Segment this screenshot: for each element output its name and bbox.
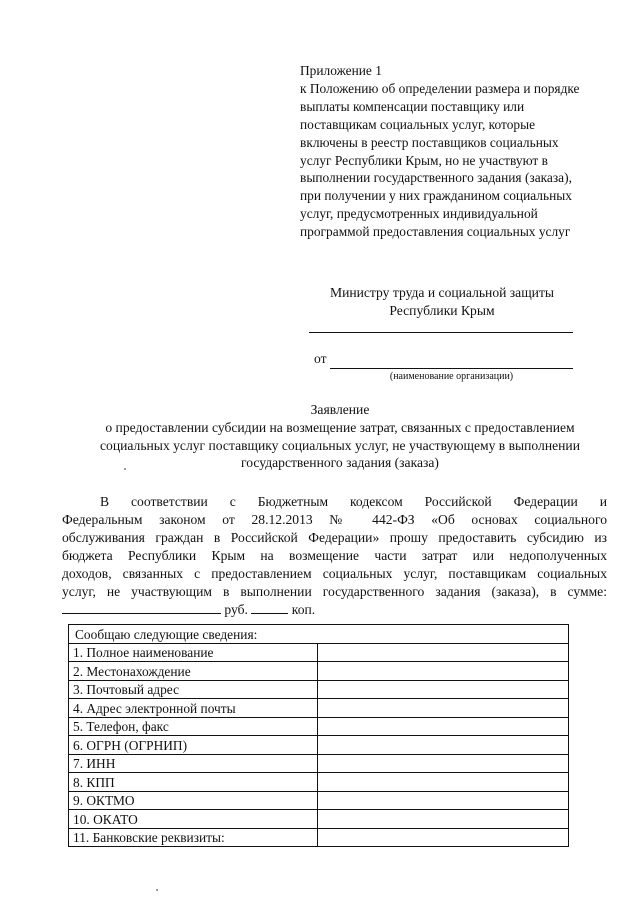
table-row <box>69 736 569 755</box>
table-row <box>69 773 569 792</box>
kop-label: коп. <box>291 602 316 618</box>
document-title <box>40 401 640 472</box>
row-value-cell <box>318 754 569 773</box>
row-label: 3. Почтовый адрес <box>69 680 318 699</box>
table-row <box>69 791 569 810</box>
row-value-cell <box>318 643 569 662</box>
appendix-line: услуг Республики Крым, но не участвуют в <box>300 152 548 168</box>
body-line: услуг, не участвующим в выполнении государственного задания (заказа), в сумме: <box>62 583 607 599</box>
kopecks-blank <box>251 600 288 614</box>
row-value-cell <box>318 680 569 699</box>
body-line: бюджета Республики Крым на возмещение части затрат или недополученных <box>62 547 607 563</box>
title-heading: Заявление <box>310 402 370 417</box>
table-row <box>69 662 569 681</box>
row-label: 2. Местонахождение <box>69 662 318 681</box>
row-value-cell <box>318 828 569 847</box>
addressee-blank-line <box>309 332 573 333</box>
appendix-line: к Положению об определении размера и порядке <box>300 80 580 96</box>
row-label: 5. Телефон, факс <box>69 717 318 736</box>
organization-blank-line <box>330 368 573 369</box>
row-label: 6. ОГРН (ОГРНИП) <box>69 736 318 755</box>
appendix-line: Приложение 1 <box>300 63 382 78</box>
table-row <box>69 680 569 699</box>
row-value-cell <box>318 791 569 810</box>
rub-label: руб. <box>224 602 248 618</box>
row-value-cell <box>318 810 569 829</box>
table-row <box>69 717 569 736</box>
organization-caption: (наименование организации) <box>389 371 514 382</box>
body-line: Федеральным законом от 28.12.2013 № 442-ФЗ «Об основах социального <box>62 511 607 527</box>
appendix-line: при получении у них гражданином социальных <box>300 188 572 204</box>
sum-row <box>62 600 607 619</box>
row-label: 4. Адрес электронной почты <box>69 699 318 718</box>
appendix-block <box>300 62 618 241</box>
appendix-line: выплаты компенсации поставщику или <box>300 98 525 114</box>
application-body <box>62 493 607 619</box>
rubles-blank <box>62 600 221 614</box>
appendix-line: выполнении государственного задания (заказа), <box>300 170 572 186</box>
row-value-cell <box>318 773 569 792</box>
table-header: Сообщаю следующие сведения: <box>69 625 569 644</box>
row-label: 8. КПП <box>69 773 318 792</box>
row-label: 1. Полное наименование <box>69 643 318 662</box>
row-value-cell <box>318 662 569 681</box>
body-line: В соответствии с Бюджетным кодексом Российской Федерации и <box>100 494 607 509</box>
scan-speck <box>156 889 158 891</box>
appendix-line: поставщикам социальных услуг, которые <box>300 116 536 132</box>
row-value-cell <box>318 717 569 736</box>
table-header-row <box>69 625 569 644</box>
table-row <box>69 699 569 718</box>
body-line: обслуживания граждан в Российской Федерации» прошу предоставить субсидию из <box>62 529 607 545</box>
from-label: от <box>314 351 327 366</box>
appendix-line: программой предоставления социальных услуг <box>300 224 571 240</box>
table-row <box>69 754 569 773</box>
body-line: доходов, связанных с предоставлением социальных услуг, поставщикам социальных <box>62 565 607 581</box>
row-value-cell <box>318 699 569 718</box>
table-row <box>69 810 569 829</box>
row-label: 7. ИНН <box>69 754 318 773</box>
info-table <box>68 624 569 847</box>
addressee-block <box>310 284 574 320</box>
addressee-line-2: Республики Крым <box>389 303 495 318</box>
row-label: 11. Банковские реквизиты: <box>69 828 318 847</box>
appendix-line: услуг, предусмотренных индивидуальной <box>300 206 538 222</box>
title-line-2: социальных услуг поставщику социальных услуг, не участвующему в выполнении <box>100 437 580 453</box>
appendix-line: включены в реестр поставщиков социальных <box>300 134 559 150</box>
row-value-cell <box>318 736 569 755</box>
table-row <box>69 828 569 847</box>
title-line-3: государственного задания (заказа) <box>241 455 439 471</box>
row-label: 9. ОКТМО <box>69 791 318 810</box>
table-row <box>69 643 569 662</box>
title-line-1: о предоставлении субсидии на возмещение затрат, связанных с предоставлением <box>105 419 575 435</box>
addressee-line-1: Министру труда и социальной защиты <box>329 285 555 300</box>
scan-speck <box>124 468 126 470</box>
row-label: 10. ОКАТО <box>69 810 318 829</box>
